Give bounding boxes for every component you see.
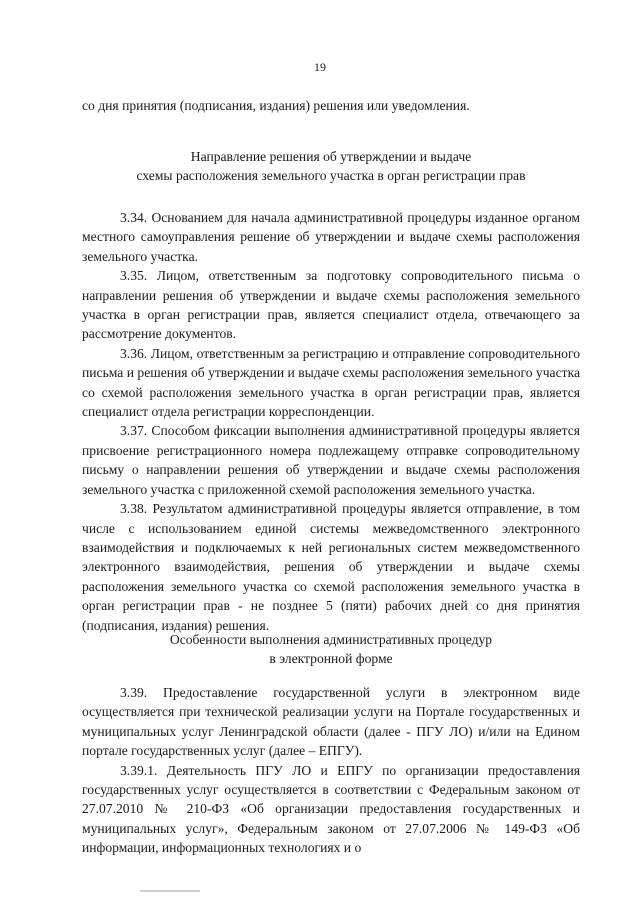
section-heading-1-line-2: схемы расположения земельного участка в орган регистрации прав — [136, 168, 526, 184]
section-heading-2-line-2: в электронной форме — [269, 651, 393, 667]
paragraph-3-37: 3.37. Способом фиксации выполнения административной процедуры является присвоение регистрационного номера подлежащему отправке сопроводительному письму о направлении решения об утверждении и выдаче схемы расположения земельного участка с приложенной схемой расположения земельного участка. — [82, 423, 580, 497]
paragraph-3-34: 3.34. Основанием для начала административной процедуры изданное органом местного самоуправления решение об утверждении и выдаче схемы расположения земельного участка. — [82, 210, 580, 264]
paragraph-3-38: 3.38. Результатом административной процедуры является отправление, в том числе с использованием единой системы межведомственного электронного взаимодействия и подключаемых к ней региональных систем межведомственного электронного взаимодействия, решения об утверждении и выдаче схемы расположения земельного участка со схемой расположения земельного участка в орган регистрации прав - не позднее 5 (пяти) рабочих дней со дня принятия (подписания, издания) решения. — [82, 501, 580, 633]
section-2-body — [82, 683, 580, 858]
scan-artifact — [140, 890, 200, 892]
section-heading-1 — [82, 147, 580, 186]
paragraph-3-39: 3.39. Предоставление государственной услуги в электронном виде осуществляется при технической реализации услуги на Портале государственных и муниципальных услуг Ленинградской области (далее - ПГУ ЛО) и/или на Едином портале государственных услуг (далее – ЕПГУ). — [82, 685, 580, 759]
paragraph-3-35: 3.35. Лицом, ответственным за подготовку сопроводительного письма о направлении решения об утверждении и выдаче схемы расположения земельного участка в орган регистрации прав, является специалист отдела, отвечающего за рассмотрение документов. — [82, 268, 580, 342]
section-heading-2-line-1: Особенности выполнения административных процедур — [169, 632, 493, 647]
section-heading-2 — [82, 630, 580, 669]
continuation-text — [82, 96, 580, 115]
section-heading-1-line-1: Направление решения об утверждении и выдаче — [190, 149, 472, 164]
page-number: 19 — [314, 60, 326, 74]
continuation-paragraph: со дня принятия (подписания, издания) решения или уведомления. — [82, 98, 470, 113]
paragraph-3-39-1: 3.39.1. Деятельность ПГУ ЛО и ЕПГУ по организации предоставления государственных услуг осуществляется в соответствии с Федеральным законом от 27.07.2010 № 210-ФЗ «Об организации предоставления государственных и муниципальных услуг», Федеральным законом от 27.07.2006 № 149-ФЗ «Об информации, информационных технологиях и о — [82, 762, 580, 856]
paragraph-3-36: 3.36. Лицом, ответственным за регистрацию и отправление сопроводительного письма и решения об утверждении и выдаче схемы расположения земельного участка со схемой расположения земельного участка в орган регистрации прав, является специалист отдела регистрации корреспонденции. — [82, 345, 580, 420]
section-1-body — [82, 208, 580, 635]
